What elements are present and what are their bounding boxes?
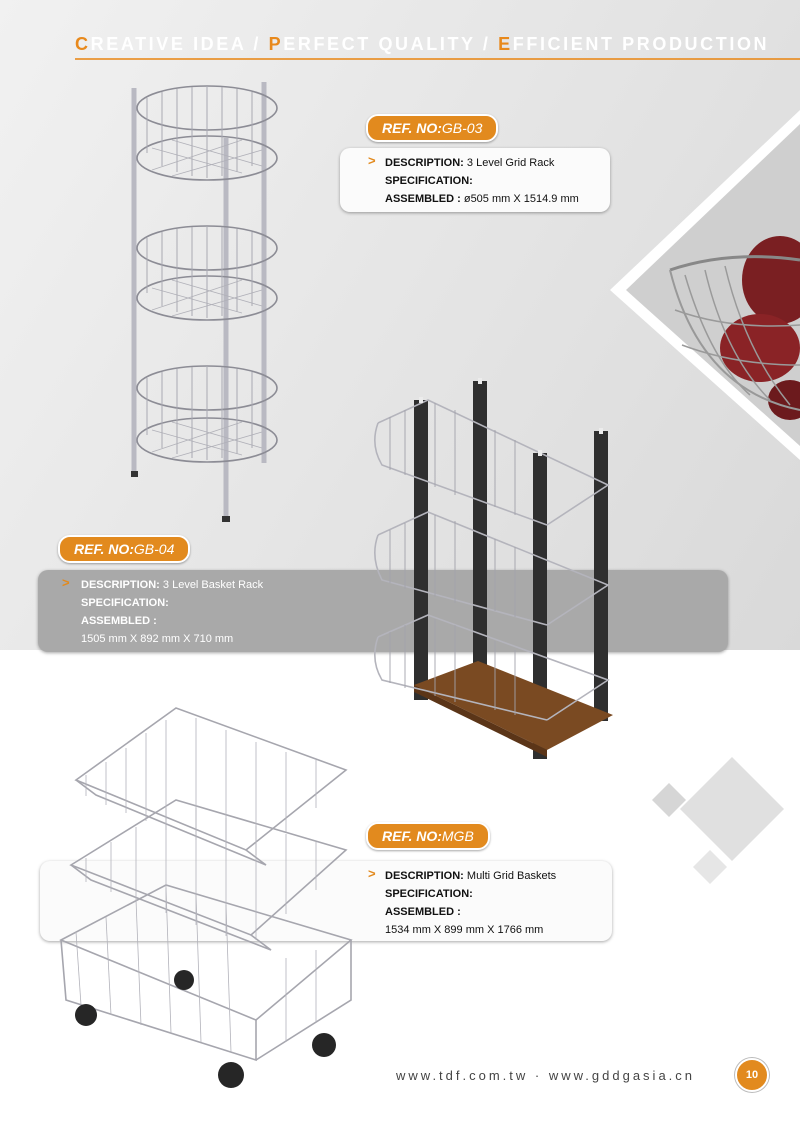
spec-card-mgb: > DESCRIPTION: Multi Grid Baskets SPECIFICATION: ASSEMBLED : 1534 mm X 899 mm X 1766 mm: [40, 861, 612, 941]
gb-03-round-rack-image: [122, 78, 292, 528]
chevron-right-icon: >: [368, 866, 376, 881]
chevron-right-icon: >: [62, 575, 70, 590]
gb-04-basket-rack-image: [370, 375, 630, 765]
header-underline: [75, 58, 800, 60]
ref-badge-mgb: REF. NO:MGB: [366, 822, 490, 850]
page-header-tagline: CREATIVE IDEA / PERFECT QUALITY / EFFICIENT PRODUCTION: [75, 34, 770, 54]
page-number-badge: 10: [735, 1058, 769, 1092]
ref-badge-gb-04: REF. NO:GB-04: [58, 535, 190, 563]
spec-card-gb-04: > DESCRIPTION: 3 Level Basket Rack SPECIFICATION: ASSEMBLED : 1505 mm X 892 mm X 710 mm: [38, 570, 728, 652]
spec-card-gb-03: > DESCRIPTION: 3 Level Grid Rack SPECIFICATION: ASSEMBLED : ø505 mm X 1514.9 mm: [340, 148, 610, 212]
ref-badge-gb-03: REF. NO:GB-03: [366, 114, 498, 142]
fruit-basket-diamond-image: [610, 110, 800, 470]
mgb-multi-grid-baskets-image: [56, 700, 356, 1100]
decorative-diamonds: [648, 755, 788, 895]
footer-websites: www.tdf.com.tw · www.gddgasia.cn: [396, 1068, 696, 1083]
chevron-right-icon: >: [368, 153, 376, 168]
